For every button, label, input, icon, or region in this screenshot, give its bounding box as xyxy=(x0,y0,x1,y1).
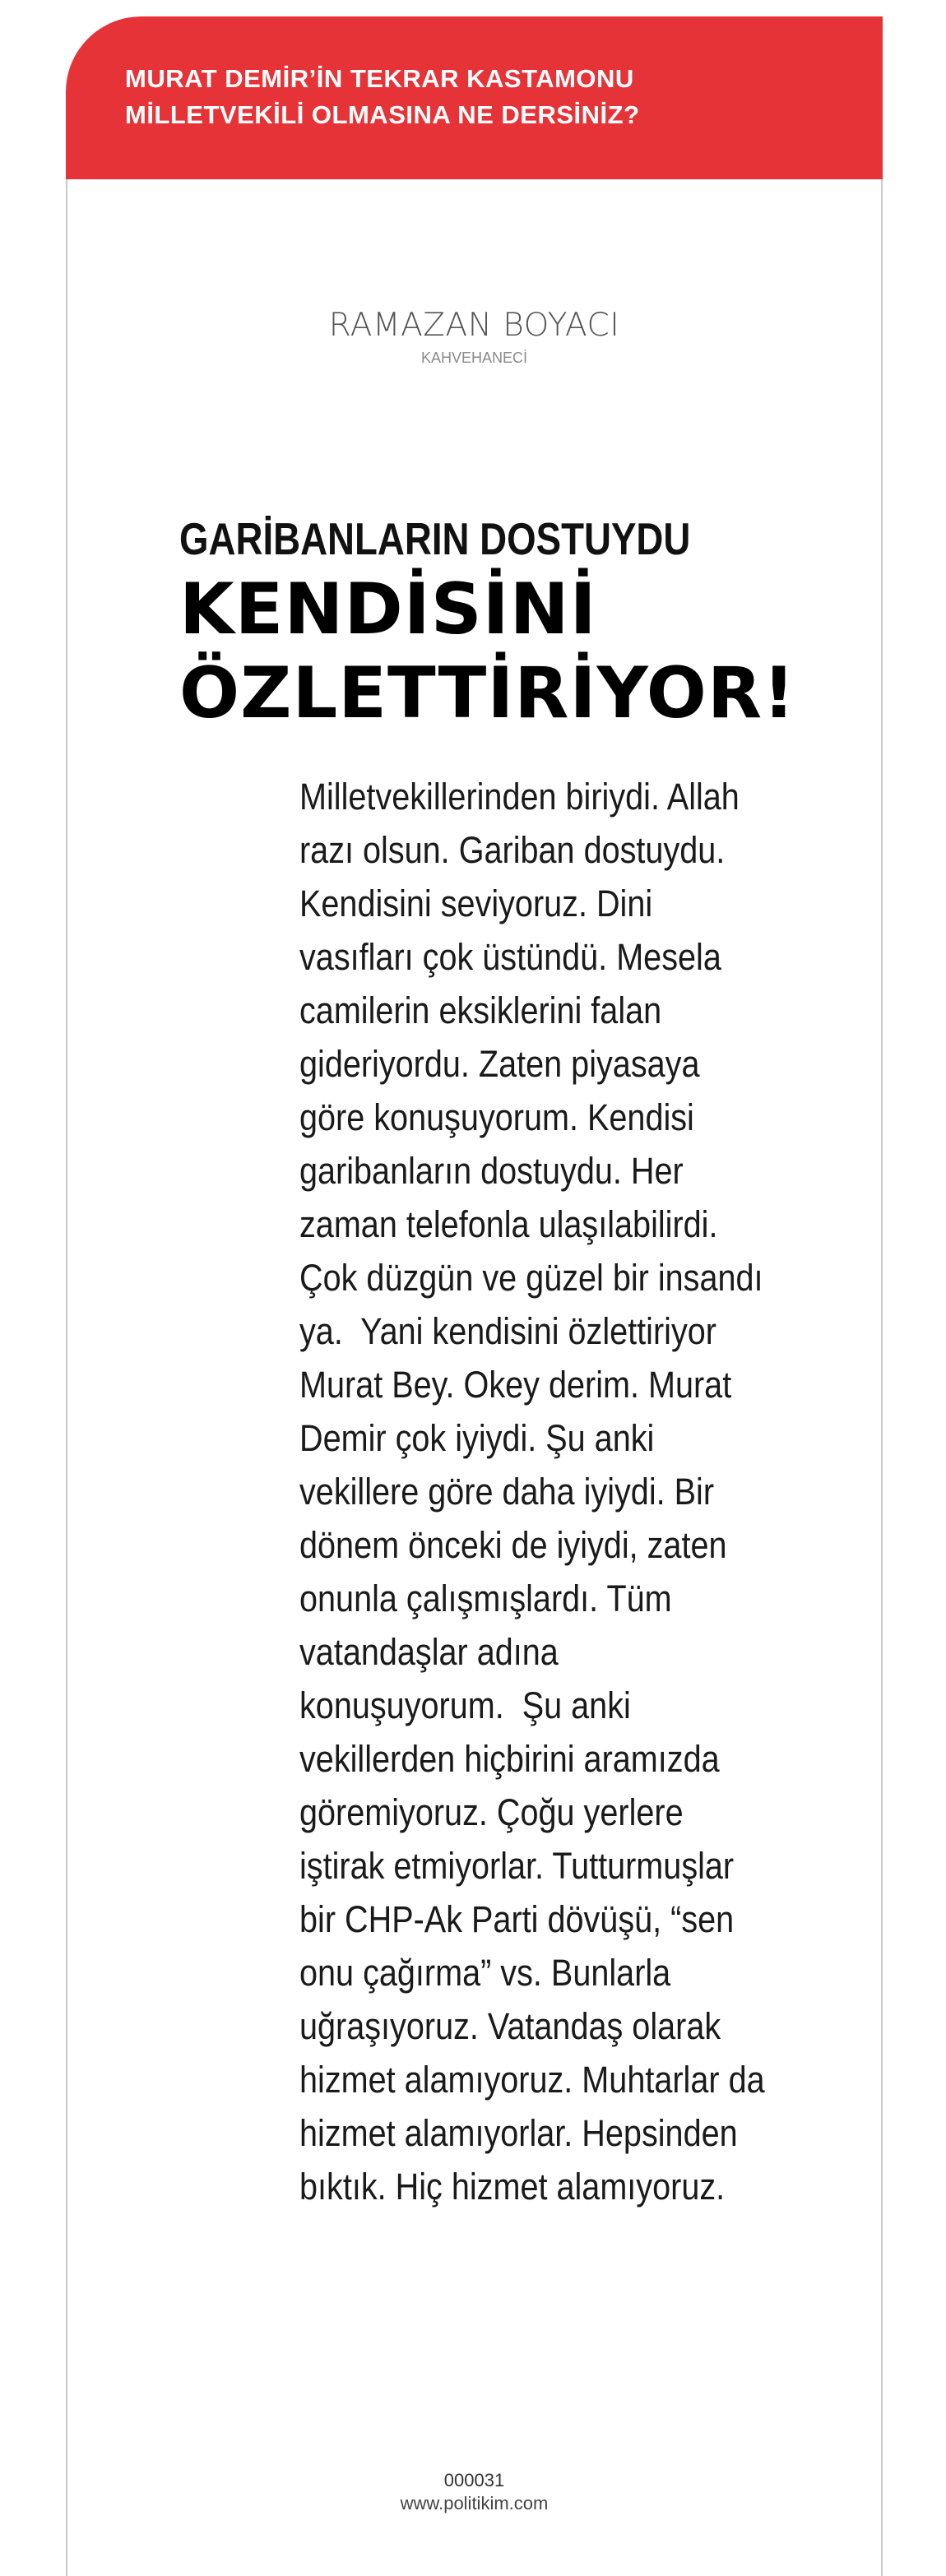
page-number: 000031 xyxy=(443,2470,505,2490)
headline-kicker: GARİBANLARIN DOSTUYDU xyxy=(179,513,691,564)
interviewee-name: RAMAZAN BOYACI xyxy=(328,307,620,344)
question-banner xyxy=(66,16,883,179)
banner-question-line-2: MİLLETVEKİLİ OLMASINA NE DERSİNİZ? xyxy=(125,100,640,129)
interviewee-block xyxy=(66,306,883,367)
website-url: www.politikim.com xyxy=(400,2493,549,2513)
article-card xyxy=(66,16,883,2576)
interviewee-occupation: KAHVEHANECİ xyxy=(420,350,528,366)
headline-main-line-1: KENDİSİNİ xyxy=(179,568,597,651)
headline-main-line-2: ÖZLETTİRİYOR! xyxy=(179,652,796,734)
page-footer xyxy=(66,2469,883,2515)
headline xyxy=(179,510,870,735)
banner-question-line-1: MURAT DEMİR’İN TEKRAR KASTAMONU xyxy=(125,64,634,93)
article-body: Milletvekillerinden biriydi. Allah razı olsun. Gariban dostuydu. Kendisini seviyoruz. Dini vasıfları çok üstündü. Mesela camilerin eksiklerini falan gideriyordu. Zaten piyasaya göre konuşuyorum. Kendisi garibanların dostuydu. Her zaman telefonla ulaşılabilirdi. Çok düzgün ve güzel bir insandı ya. Yani kendisini özlettiriyor Murat Bey. Okey derim. Murat Demir çok iyiydi. Şu anki vekillere göre daha iyiydi. Bir dönem önceki de iyiydi, zaten onunla çalışmışlardı. Tüm vatandaşlar adına konuşuyorum. Şu anki vekillerden hiçbirini aramızda göremiyoruz. Çoğu yerlere iştirak etmiyorlar. Tutturmuşlar bir CHP-Ak Parti dövüşü, “sen onu çağırma” vs. Bunlarla uğraşıyoruz. Vatandaş olarak hizmet alamıyoruz. Muhtarlar da hizmet alamıyorlar. Hepsinden bıktık. Hiç hizmet alamıyoruz. xyxy=(299,776,765,2208)
